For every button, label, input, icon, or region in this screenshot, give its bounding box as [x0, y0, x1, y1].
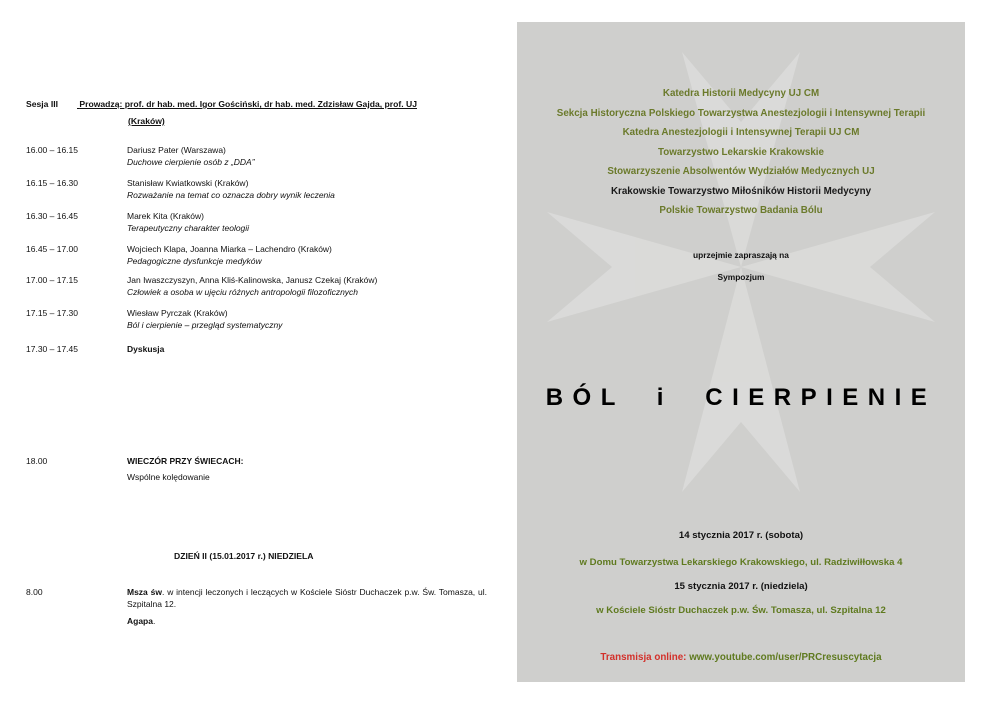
schedule-time: 17.00 – 17.15 — [26, 275, 78, 285]
venue-day2: w Kościele Sióstr Duchaczek p.w. Św. Tomasza, ul. Szpitalna 12 — [596, 605, 886, 616]
organizer: Polskie Towarzystwo Badania Bólu — [659, 205, 823, 216]
schedule-title: Rozważanie na temat co oznacza dobry wynik leczenia — [127, 190, 335, 200]
evening-title: WIECZÓR PRZY ŚWIECACH: — [127, 456, 244, 466]
schedule-title: Ból i cierpienie – przegląd systematyczny — [127, 320, 283, 330]
event-title: BÓL i CIERPIENIE — [545, 384, 937, 411]
organizer: Katedra Anestezjologii i Intensywnej Terapii UJ CM — [622, 127, 860, 138]
schedule-time: 16.45 – 17.00 — [26, 244, 78, 254]
organizer: Stowarzyszenie Absolwentów Wydziałów Medycznych UJ — [607, 166, 875, 177]
schedule-speaker: Jan Iwaszczyszyn, Anna Kliś-Kalinowska, Janusz Czekaj (Kraków) — [127, 275, 378, 285]
schedule-speaker: Marek Kita (Kraków) — [127, 211, 204, 221]
organizer: Krakowskie Towarzystwo Miłośników Historii Medycyny — [610, 185, 872, 197]
schedule-speaker: Wiesław Pyrczak (Kraków) — [127, 308, 228, 318]
session-chairs: Prowadzą: prof. dr hab. med. Igor Gościński, dr hab. med. Zdzisław Gajda, prof. UJ — [79, 99, 417, 109]
session-label: Sesja III — [26, 99, 59, 109]
date-day1: 14 stycznia 2017 r. (sobota) — [678, 530, 804, 541]
evening-subtitle: Wspólne kolędowanie — [127, 472, 210, 482]
schedule-speaker: Dariusz Pater (Warszawa) — [127, 145, 226, 155]
schedule-speaker: Dyskusja — [127, 344, 165, 354]
event-type: Sympozjum — [717, 272, 765, 282]
date-day2: 15 stycznia 2017 r. (niedziela) — [674, 581, 808, 592]
session-chairs-city: (Kraków) — [128, 116, 165, 126]
stream-label: Transmisja online: — [600, 652, 687, 663]
schedule-speaker: Stanisław Kwiatkowski (Kraków) — [127, 178, 249, 188]
organizer: Sekcja Historyczna Polskiego Towarzystwa Anestezjologii i Intensywnej Terapii — [556, 107, 926, 119]
schedule-title: Człowiek a osoba w ujęciu różnych antropologii filozoficznych — [127, 287, 359, 297]
organizers-list — [517, 84, 965, 221]
venue-day1: w Domu Towarzystwa Lekarskiego Krakowskiego, ul. Radziwiłłowska 4 — [579, 557, 903, 568]
schedule-time: 17.30 – 17.45 — [26, 344, 78, 354]
agape-label: Agapa — [127, 616, 153, 626]
organizer: Katedra Historii Medycyny UJ CM — [662, 88, 820, 99]
schedule-title: Pedagogiczne dysfunkcje medyków — [127, 256, 262, 266]
evening-time: 18.00 — [26, 456, 48, 466]
stream-info — [517, 652, 965, 663]
invite-text: uprzejmie zapraszają na — [693, 250, 789, 260]
schedule-time: 16.30 – 16.45 — [26, 211, 78, 221]
cover-page — [517, 22, 965, 682]
mass-time: 8.00 — [26, 587, 43, 597]
mass-label: Msza św — [127, 587, 162, 597]
session-header — [26, 96, 486, 130]
schedule-time: 16.15 – 16.30 — [26, 178, 78, 188]
stream-link[interactable]: www.youtube.com/user/PRCresuscytacja — [689, 652, 882, 663]
schedule-time: 16.00 – 16.15 — [26, 145, 78, 155]
schedule-title: Duchowe cierpienie osób z „DDA” — [127, 157, 255, 167]
schedule-speaker: Wojciech Klapa, Joanna Miarka – Lachendro (Kraków) — [127, 244, 332, 254]
mass-description: . w intencji leczonych i leczących w Kościele Sióstr Duchaczek p.w. Św. Tomasza, ul. Szpitalna 12. — [127, 587, 487, 609]
day2-heading: DZIEŃ II (15.01.2017 r.) NIEDZIELA — [174, 551, 314, 561]
schedule-title: Terapeutyczny charakter teologii — [127, 223, 250, 233]
agape-dot: . — [152, 616, 156, 626]
schedule-time: 17.15 – 17.30 — [26, 308, 78, 318]
organizer: Towarzystwo Lekarskie Krakowskie — [658, 146, 824, 158]
